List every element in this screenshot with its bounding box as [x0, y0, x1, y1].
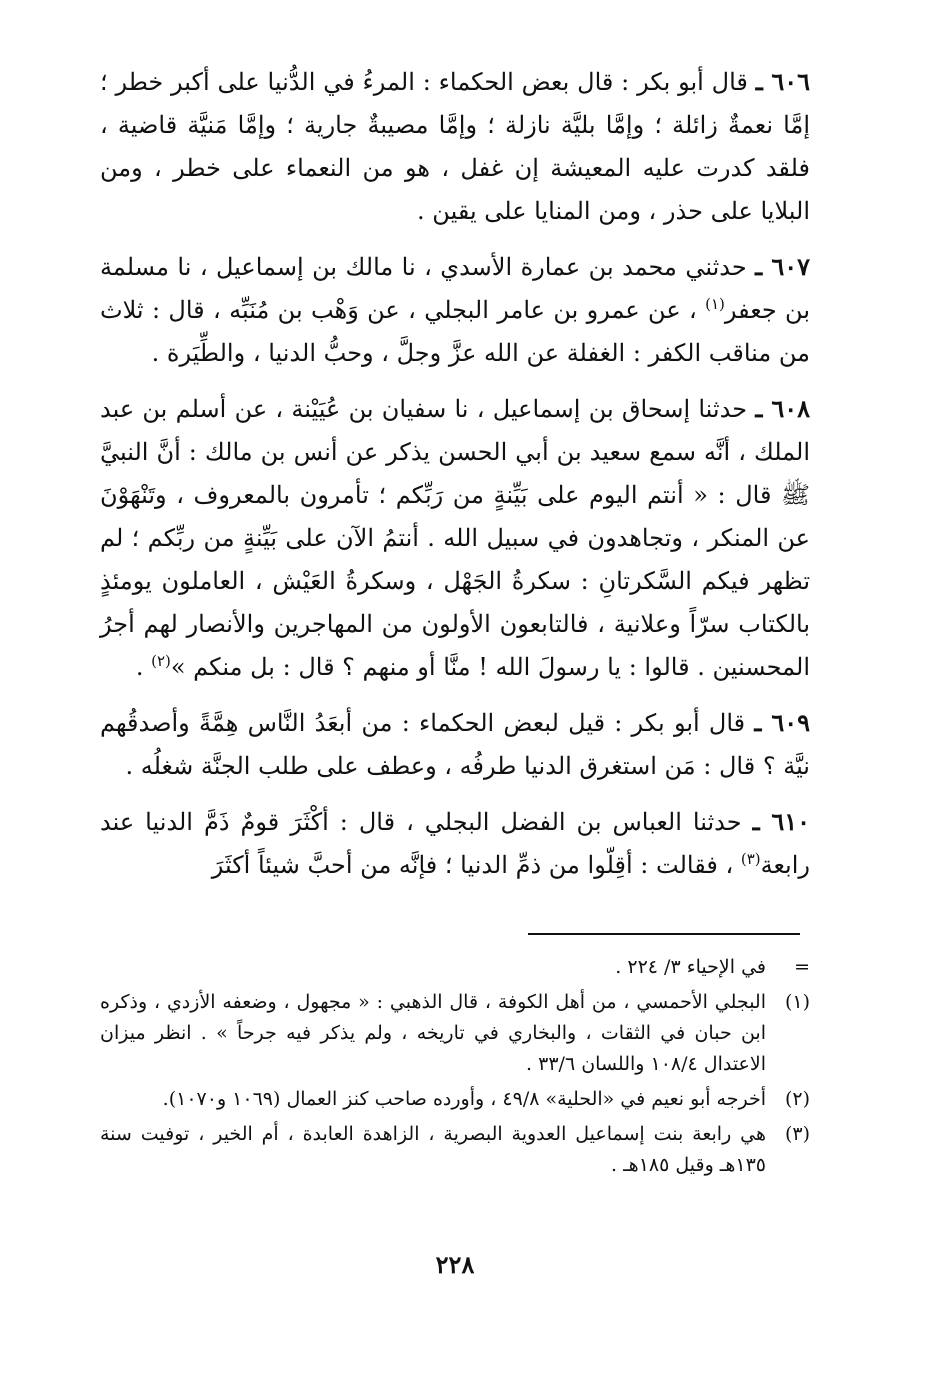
footnotes-section: [100, 952, 810, 1185]
footnote-text: أخرجه أبو نعيم في «الحلية» ٤٩/٨ ، وأورده صاحب كنز العمال (١٠٦٩ و١٠٧٠).: [162, 1088, 766, 1110]
paragraph-606: [100, 60, 810, 233]
footnote-text: البجلي الأحمسي ، من أهل الكوفة ، قال الذهبي : « مجهول ، وضعفه الأزدي ، وذكره ابن حبان في الثقات ، والبخاري في تاريخه ، ولم يذكر فيه جرحاً » . انظر ميزان الاعتدال ١٠٨/٤ واللسان ٣٣/٦ .: [100, 991, 766, 1075]
item-number: ٦٠٨ ـ: [755, 394, 810, 423]
footnote-reference: (٣): [740, 850, 761, 868]
footnote-marker: (١): [784, 991, 810, 1013]
page-number: ٢٢٨: [435, 1250, 475, 1279]
paragraph-text-continued: ، عن عمرو بن عامر البجلي ، عن وَهْب بن مُنَبِّه ، قال : ثلاث من مناقب الكفر : الغفلة عن الله عزَّ وجلَّ ، وحبُّ الدنيا ، والطِّيَرة .: [100, 296, 810, 367]
footnote-text: في الإحياء ٣/ ٢٢٤ .: [615, 956, 766, 978]
footnote-text: هي رابعة بنت إسماعيل العدوية البصرية ، الزاهدة العابدة ، أم الخير ، توفيت سنة ١٣٥هـ وقيل ١٨٥هـ .: [100, 1123, 766, 1176]
footnote-2: [100, 1084, 810, 1115]
item-number: ٦٠٧ ـ: [755, 252, 810, 281]
footnote-divider: [528, 933, 800, 935]
footnote-marker: (٢): [784, 1088, 810, 1110]
footnote-3: [100, 1119, 810, 1181]
item-number: ٦١٠ ـ: [752, 807, 810, 836]
paragraph-text: حدثنا العباس بن الفضل البجلي ، قال : أكْثَرَ قومٌ ذَمَّ الدنيا عند رابعة: [100, 808, 810, 879]
paragraph-608: [100, 387, 810, 689]
book-page: [100, 60, 810, 1340]
paragraph-text: حدثنا إسحاق بن إسماعيل ، نا سفيان بن عُيَيْنة ، عن أسلم بن عبد الملك ، أنَّه سمع سعيد بن أبي الحسن يذكر عن أنس بن مالك : أنَّ النبيَّ ﷺ قال : « أنتم اليوم على بَيِّنةٍ من رَبِّكم ؛ تأمرون بالمعروف ، وتَنْهَوْنَ عن المنكر ، وتجاهدون في سبيل الله . أنتمُ الآن على بَيِّنةٍ من ربِّكم ؛ لم تظهر فيكم السَّكرتانِ : سكرةُ الجَهْل ، وسكرةُ العَيْش ، العاملون يومئذٍ بالكتاب سرّاً وعلانية ، فالتابعون الأولون من المهاجرين والأنصار لهم أجرُ المحسنين . قالوا : يا رسولَ الله ! منَّا أو منهم ؟ قال : بل منكم »: [100, 395, 811, 681]
footnote-continuation: [100, 952, 810, 983]
paragraph-text-continued: .: [135, 653, 152, 681]
paragraph-text: قال أبو بكر : قال بعض الحكماء : المرءُ في الدُّنيا على أكبر خطر ؛ إمَّا نعمةٌ زائلة ؛ وإمَّا بليَّة نازلة ؛ وإمَّا مصيبةٌ جارية ؛ وإمَّا مَنيَّة قاضية ، فلقد كدرت عليه المعيشة إن غفل ، هو من النعماء على خطر ، ومن البلايا على حذر ، ومن المنايا على يقين .: [100, 68, 810, 225]
footnote-reference: (١): [705, 295, 725, 313]
item-number: ٦٠٩ ـ: [754, 708, 811, 737]
paragraph-610: [100, 800, 810, 887]
paragraph-text-continued: ، فقالت : أقِلّوا من ذمِّ الدنيا ؛ فإنَّه من أحبَّ شيئاً أكثَرَ: [211, 851, 741, 879]
paragraph-text: قال أبو بكر : قيل لبعض الحكماء : من أبعَدُ النَّاس هِمَّةً وأصدقُهم نيَّة ؟ قال : مَن استغرق الدنيا طرفُه ، وعطف على طلب الجنَّة شغلُه .: [100, 709, 810, 780]
paragraph-609: [100, 701, 810, 788]
footnote-marker: (٣): [784, 1123, 810, 1145]
footnote-reference: (٢): [151, 652, 171, 670]
footnote-marker: =: [794, 956, 810, 978]
paragraph-text: حدثني محمد بن عمارة الأسدي ، نا مالك بن إسماعيل ، نا مسلمة بن جعفر: [100, 253, 810, 324]
footnote-1: [100, 987, 810, 1080]
item-number: ٦٠٦ ـ: [755, 67, 810, 96]
paragraph-607: [100, 245, 810, 375]
